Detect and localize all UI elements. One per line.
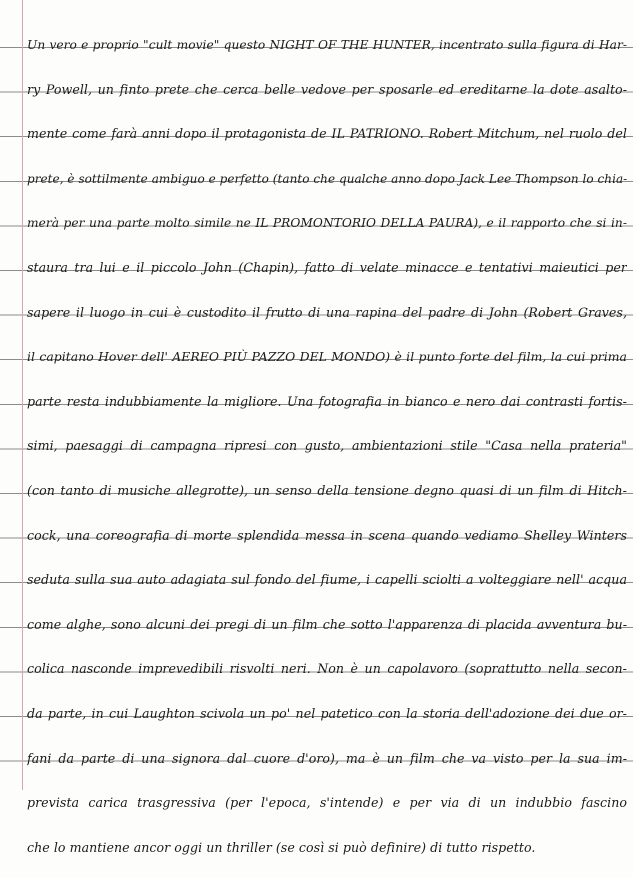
text-line: che lo mantiene ancor oggi un thriller (se così si può definire) di tutto rispetto. — [27, 839, 536, 855]
text-line: sapere il luogo in cui è custodito il frutto di una rapina del padre di John (Robert Graves, — [27, 304, 627, 320]
text-line: staura tra lui e il piccolo John (Chapin), fatto di velate minacce e tentativi maieutici per — [27, 259, 627, 275]
text-line: simi, paesaggi di campagna ripresi con gusto, ambientazioni stile "Casa nella prateria" — [27, 438, 627, 454]
text-line: da parte, in cui Laughton scivola un po' nel patetico con la storia dell'adozione dei due or- — [27, 705, 627, 721]
text-line: come alghe, sono alcuni dei pregi di un film che sotto l'apparenza di placida avventura bu- — [27, 616, 627, 632]
text-line: seduta sulla sua auto adagiata sul fondo del fiume, i capelli sciolti a volteggiare nell' acqua — [27, 572, 627, 588]
text-line: ry Powell, un finto prete che cerca belle vedove per sposarle ed ereditarne la dote asalto- — [27, 81, 627, 97]
handwritten-review — [27, 30, 627, 877]
text-line: merà per una parte molto simile ne IL PROMONTORIO DELLA PAURA), e il rapporto che si in- — [27, 216, 627, 231]
text-line: cock, una coreografia di morte splendida messa in scena quando vediamo Shelley Winters — [27, 527, 627, 543]
text-line: prevista carica trasgressiva (per l'epoca, s'intende) e per via di un indubbio fascino — [27, 795, 627, 811]
text-line: mente come farà anni dopo il protagonista de IL PATRIONO. Robert Mitchum, nel ruolo del — [27, 126, 627, 142]
text-line: colica nasconde imprevedibili risvolti neri. Non è un capolavoro (soprattutto nella secon- — [27, 661, 627, 677]
text-line: il capitano Hover dell' AEREO PIÙ PAZZO DEL MONDO) è il punto forte del film, la cui prima — [27, 349, 627, 365]
text-line: Un vero e proprio "cult movie" questo NIGHT OF THE HUNTER, incentrato sulla figura di Har- — [27, 38, 627, 52]
text-line: prete, è sottilmente ambiguo e perfetto (tanto che qualche anno dopo Jack Lee Thompson lo chia- — [27, 171, 627, 186]
text-line: parte resta indubbiamente la migliore. Una fotografia in bianco e nero dai contrasti fortis- — [27, 393, 627, 409]
text-line: fani da parte di una signora dal cuore d'oro), ma è un film che va visto per la sua im- — [27, 750, 627, 766]
margin-line — [22, 0, 23, 790]
text-line: (con tanto di musiche allegrotte), un senso della tensione degno quasi di un film di Hitch- — [27, 482, 627, 498]
